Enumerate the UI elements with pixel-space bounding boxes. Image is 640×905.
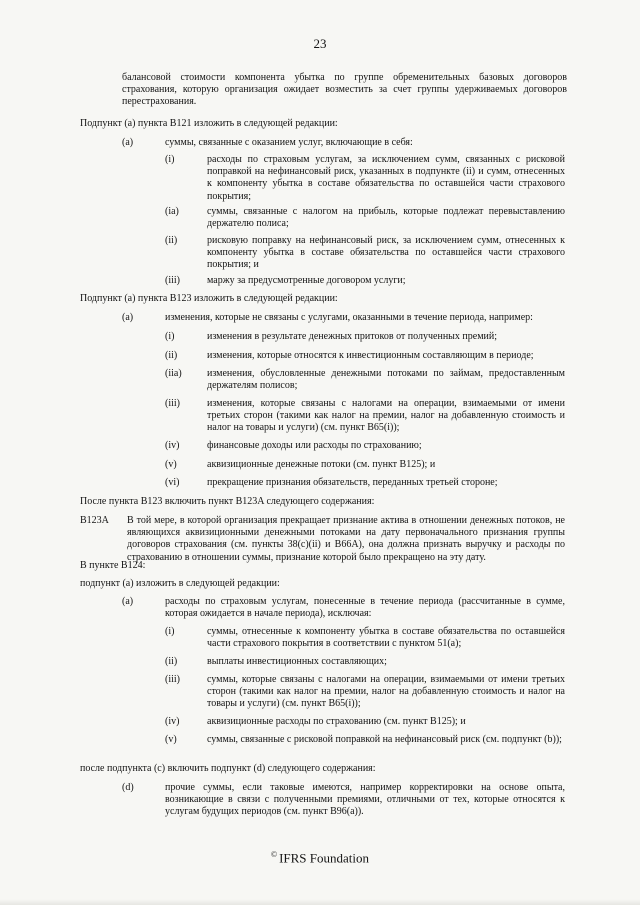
item-label: (iii) (165, 674, 180, 685)
item-text: рисковую поправку на нефинансовый риск, за исключением сумм, отнесенных к компоненту убытка в составе обязательства по оставшейся части страхового покрытия; и (207, 235, 565, 271)
item-label-d: (d) (122, 782, 134, 793)
item-text: прекращение признания обязательств, переданных третьей стороне; (207, 477, 498, 488)
item-text-a: расходы по страховым услугам, понесенные в течение периода (рассчитанные в сумме, которая ожидается в начале периода), исключая: (165, 596, 565, 620)
item-text: изменения в результате денежных притоков от полученных премий; (207, 331, 497, 342)
item-text: суммы, связанные с рисковой поправкой на нефинансовый риск (см. подпункт (b)); (207, 734, 562, 745)
item-label: (iv) (165, 440, 180, 451)
section-heading-b121: Подпункт (а) пункта B121 изложить в следующей редакции: (80, 118, 338, 129)
item-label: (ii) (165, 656, 178, 667)
item-label: (v) (165, 459, 177, 470)
item-label: (ii) (165, 235, 178, 246)
item-text-a: суммы, связанные с оказанием услуг, включающие в себя: (165, 137, 413, 148)
section-heading-b123a: После пункта B123 включить пункт B123A следующего содержания: (80, 496, 375, 507)
item-label-a: (a) (122, 137, 134, 148)
section-heading-b123: Подпункт (а) пункта B123 изложить в следующей редакции: (80, 293, 338, 304)
footer-text: IFRS Foundation (279, 850, 369, 866)
paragraph-label-b123a: B123A (80, 515, 109, 526)
copyright-symbol: © (270, 850, 278, 859)
item-text: финансовые доходы или расходы по страхованию; (207, 440, 422, 451)
item-text: аквизиционные расходы по страхованию (см. пункт B125); и (207, 716, 466, 727)
intro-paragraph: балансовой стоимости компонента убытка по группе обременительных базовых договоров страхования, которую организация ожидает возместить за счет группы удерживаемых договоров перестрахования. (122, 72, 567, 108)
item-text: расходы по страховым услугам, за исключением сумм, связанных с рисковой поправкой на нефинансовый риск, указанных в подпункте (ii) и сумм, отнесенных к компоненту убытка в составе обязательства по оставшейся части страхового покрытия; (207, 154, 565, 202)
page-edge (0, 899, 640, 905)
item-label: (iia) (165, 368, 182, 379)
item-text: выплаты инвестиционных составляющих; (207, 656, 387, 667)
item-label: (ia) (165, 206, 179, 217)
item-label: (i) (165, 154, 175, 165)
item-text: изменения, которые относятся к инвестиционным составляющим в периоде; (207, 350, 534, 361)
item-label: (i) (165, 626, 175, 637)
paragraph-b123a: В той мере, в которой организация прекращает признание актива в отношении денежных потоков, не являющихся аквизиционными денежными потоками на дату первоначального признания группы договоров страхования (см. пункты 38(c)(ii) и B66A), она должна признать выручку и расходы по страхованию в отношении суммы, признание которой было прекращено на эту дату. (127, 515, 565, 563)
item-text-d: прочие суммы, если таковые имеются, например корректировки на основе опыта, возникающие в связи с полученными премиями, отличными от тех, которые относятся к услугам будущих периодов (см. пункт B96(a)). (165, 782, 565, 818)
item-text: аквизиционные денежные потоки (см. пункт B125); и (207, 459, 436, 470)
item-text: суммы, связанные с налогом на прибыль, которые подлежат перевыставлению держателю полиса; (207, 206, 565, 230)
item-label: (iv) (165, 716, 180, 727)
item-label-a: (a) (122, 312, 134, 323)
item-text-a: изменения, которые не связаны с услугами, оказанными в течение периода, например: (165, 312, 533, 323)
item-text: изменения, обусловленные денежными потоками по займам, предоставленным держателям полисов; (207, 368, 565, 392)
page-number: 23 (313, 36, 327, 51)
item-label: (ii) (165, 350, 178, 361)
subheading-b124: подпункт (a) изложить в следующей редакции: (80, 578, 280, 589)
footer (0, 850, 640, 866)
item-text: изменения, которые связаны с налогами на операции, взимаемыми от имени третьих сторон (такими как налог на премии, налог на добавленную стоимость и налог на товары и услуги) (см. пункт B65(i)); (207, 398, 565, 434)
item-label: (vi) (165, 477, 180, 488)
item-label-a: (a) (122, 596, 134, 607)
section-heading-b124: В пункте B124: (80, 560, 146, 571)
section-heading-d: после подпункта (c) включить подпункт (d) следующего содержания: (80, 763, 376, 774)
item-text: суммы, отнесенные к компоненту убытка в составе обязательства по оставшейся части страхового покрытия в соответствии с пунктом 51(a); (207, 626, 565, 650)
item-label: (iii) (165, 275, 180, 286)
item-text: маржу за предусмотренные договором услуги; (207, 275, 406, 286)
item-label: (iii) (165, 398, 180, 409)
item-label: (i) (165, 331, 175, 342)
item-label: (v) (165, 734, 177, 745)
item-text: суммы, которые связаны с налогами на операции, взимаемыми от имени третьих сторон (такими как налог на премии, налог на добавленную стоимость и налог на товары и услуги) (см. пункт B65(i)); (207, 674, 565, 710)
